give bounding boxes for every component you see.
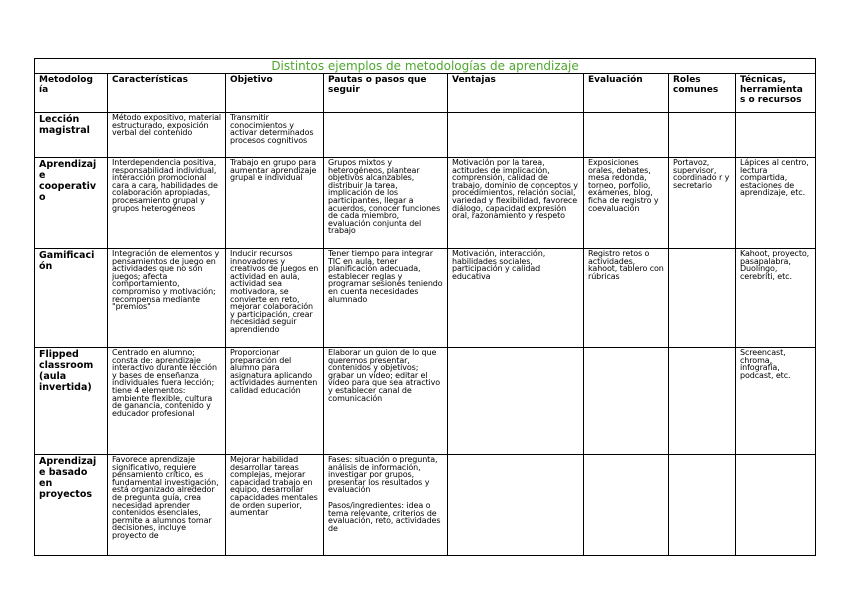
methodology-name: Aprendizaj e cooperativ o <box>35 158 108 249</box>
steps-cell <box>324 113 448 158</box>
objective-cell: Proporcionar preparación del alumno para asignatura aplicando actividades aumenten calidad educación <box>226 348 324 455</box>
advantages-cell: Motivación por la tarea, actitudes de implicación, comprensión, calidad de trabajo, dominio de conceptos y procedimientos, relación social, variedad y flexibilidad, favorece diálogo, capacidad expresión oral, razonamiento y respeto <box>448 158 584 249</box>
steps-text: Grupos mixtos y heterogéneos, plantear objetivos alcanzables, distribuir la tarea, implicación de los participantes, llegar a acuerdos, conocer funciones de cada miembro, evaluación conjunta del trabajo <box>328 158 441 236</box>
header-evaluation: Evaluación <box>584 74 669 113</box>
evaluation-cell <box>584 348 669 455</box>
characteristics-cell: Centrado en alumno; consta de: aprendizaje interactivo durante lección y bases de enseñanza individuales fuera lección; tiene 4 elementos: ambiente flexible, cultura de ganancia, contenido y educador profesional <box>108 348 226 455</box>
characteristics-cell: Método expositivo, material estructurado, exposición verbal del contenido <box>108 113 226 158</box>
techniques-cell: Lápices al centro, lectura compartida, estaciones de aprendizaje, etc. <box>736 158 816 249</box>
advantages-cell <box>448 113 584 158</box>
steps-cell <box>324 249 448 348</box>
objective-cell: Inducir recursos innovadores y creativos de juegos en actividad en aula, actividad sea motivadora, se convierte en reto, mejorar colaboración y participación, crear necesidad seguir aprendiendo <box>226 249 324 348</box>
steps-text-secondary: Pasos/ingredientes: idea o tema relevante, criterios de evaluación, reto, actividades de <box>328 500 441 533</box>
evaluation-cell: Registro retos o actividades, kahoot, tablero con rúbricas <box>584 249 669 348</box>
techniques-cell: Screencast, chroma, infografía, podcast, etc. <box>736 348 816 455</box>
steps-text: Tener tiempo para integrar TIC en aula, tener planificación adecuada, establecer reglas y programar sesiones teniendo en cuenta necesidades alumnado <box>328 249 443 304</box>
evaluation-cell: Exposiciones orales, debates, mesa redonda, torneo, porfolio, exámenes, blog, ficha de registro y coevaluación <box>584 158 669 249</box>
header-advantages: Ventajas <box>448 74 584 113</box>
techniques-cell <box>736 455 816 556</box>
methodology-name: Gamificaci ón <box>35 249 108 348</box>
roles-cell <box>669 455 736 556</box>
methodology-name: Lección magistral <box>35 113 108 158</box>
header-techniques: Técnicas, herramienta s o recursos <box>736 74 816 113</box>
characteristics-cell: Interdependencia positiva, responsabilidad individual, interacción promocional cara a cara, habilidades de colaboración apropiadas, procesamiento grupal y grupos heterogéneos <box>108 158 226 249</box>
methodologies-table <box>34 58 816 556</box>
techniques-cell: Kahoot, proyecto, pasapalabra, Duolingo, cerebriti, etc. <box>736 249 816 348</box>
advantages-cell: Motivación, interacción, habilidades sociales, participación y calidad educativa <box>448 249 584 348</box>
characteristics-cell: Integración de elementos y pensamientos de juego en actividades que no son juegos; afecta comportamiento, compromiso y motivación; recompensa mediante "premios" <box>108 249 226 348</box>
table-row <box>35 113 816 158</box>
header-roles: Roles comunes <box>669 74 736 113</box>
roles-cell <box>669 113 736 158</box>
roles-cell: Portavoz, supervisor, coordinado r y secretario <box>669 158 736 249</box>
steps-text: Elaborar un guion de lo que queremos presentar, contenidos y objetivos; grabar un vídeo; editar el vídeo para que sea atractivo y establecer canal de comunicación <box>328 348 441 403</box>
advantages-cell <box>448 455 584 556</box>
evaluation-cell <box>584 455 669 556</box>
roles-cell <box>669 249 736 348</box>
table-row <box>35 455 816 556</box>
table-row <box>35 158 816 249</box>
steps-text: Fases: situación o pregunta, análisis de información, investigar por grupos, presentar los resultados y evaluación <box>328 455 438 495</box>
methodology-name: Flipped classroom (aula invertida) <box>35 348 108 455</box>
roles-cell <box>669 348 736 455</box>
header-steps: Pautas o pasos que seguir <box>324 74 448 113</box>
header-row <box>35 74 816 113</box>
steps-cell <box>324 455 448 556</box>
steps-cell <box>324 348 448 455</box>
methodology-name: Aprendizaj e basado en proyectos <box>35 455 108 556</box>
characteristics-cell: Favorece aprendizaje significativo, requiere pensamiento crítico, es fundamental investigación, está organizado alrededor de pregunta guía, crea necesidad aprender contenidos esenciales, permite a alumnos tomar decisiones, incluye proyecto de <box>108 455 226 556</box>
objective-cell: Mejorar habilidad desarrollar tareas complejas, mejorar capacidad trabajo en equipo, desarrollar capacidades mentales de orden superior, aumentar <box>226 455 324 556</box>
table-row <box>35 348 816 455</box>
advantages-cell <box>448 348 584 455</box>
header-characteristics: Características <box>108 74 226 113</box>
header-objective: Objetivo <box>226 74 324 113</box>
techniques-cell <box>736 113 816 158</box>
table-title: Distintos ejemplos de metodologías de aprendizaje <box>35 59 816 74</box>
objective-cell: Transmitir conocimientos y activar determinados procesos cognitivos <box>226 113 324 158</box>
objective-cell: Trabajo en grupo para aumentar aprendizaje grupal e individual <box>226 158 324 249</box>
steps-cell <box>324 158 448 249</box>
evaluation-cell <box>584 113 669 158</box>
header-methodology: Metodolog ía <box>35 74 108 113</box>
table-row <box>35 249 816 348</box>
